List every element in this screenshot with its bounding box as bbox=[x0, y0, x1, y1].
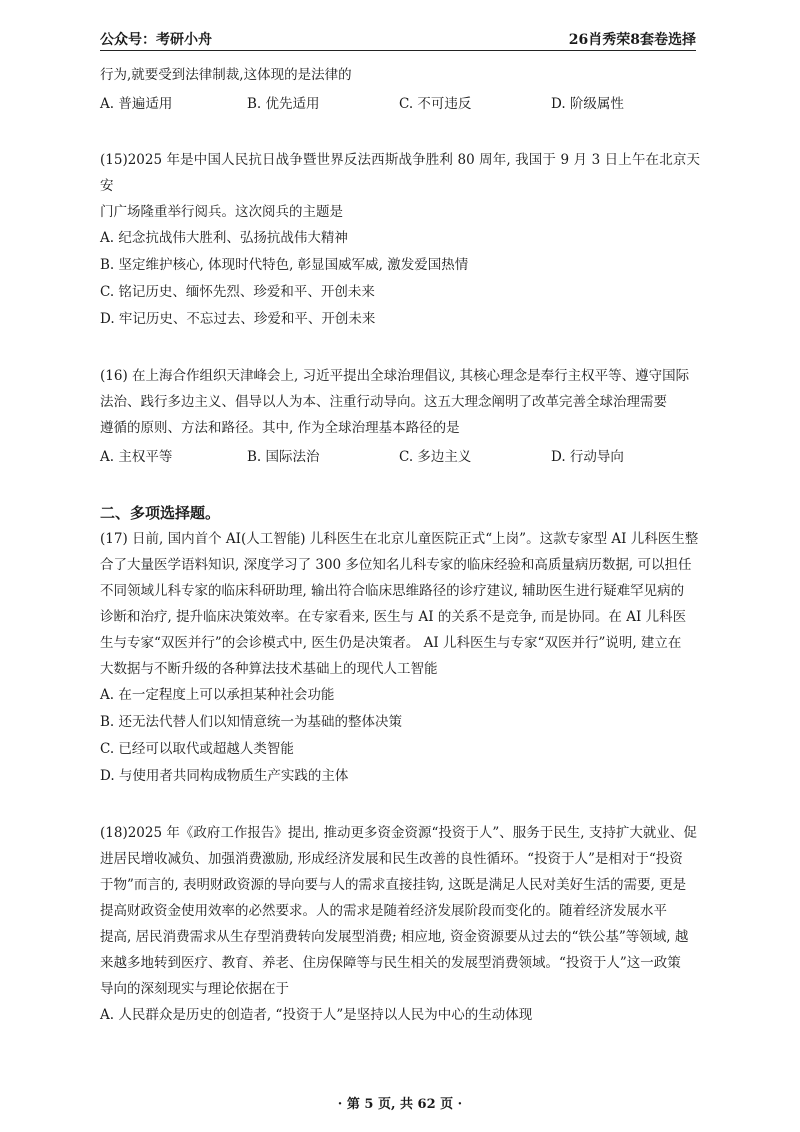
question-stem-line: 提高, 居民消费需求从生存型消费转向发展型消费; 相应地, 资金资源要从过去的“铁公基”等领域, 越 bbox=[100, 929, 689, 945]
question-stem-line: 遵循的原则、方法和路径。其中, 作为全球治理基本路径的是 bbox=[100, 420, 460, 436]
question-stem-line: 不同领域儿科专家的临床科研助理, 输出符合临床思维路径的诊疗建议, 辅助医生进行疑难罕见病的 bbox=[100, 583, 685, 599]
page-header bbox=[100, 28, 696, 51]
header-title: 26肖秀荣8套卷选择 bbox=[568, 32, 696, 48]
page-content bbox=[100, 62, 700, 1029]
question-stem-line: 合了大量医学语料知识, 深度学习了 300 多位知名儿科专家的临床经验和高质量病历数据, 可以担任 bbox=[100, 557, 692, 573]
question-16 bbox=[100, 363, 700, 470]
question-stem-line: (15)2025 年是中国人民抗日战争暨世界反法西斯战争胜利 80 周年, 我国于 9 月 3 日上午在北京天安 bbox=[100, 152, 700, 194]
option-b: B. 国际法治 bbox=[247, 449, 320, 465]
options-row bbox=[100, 91, 700, 117]
page-number: · 第 5 页, 共 62 页 · bbox=[337, 1097, 463, 1112]
question-stem-line: 法治、践行多边主义、倡导以人为本、注重行动导向。这五大理念阐明了改革完善全球治理需要 bbox=[100, 394, 667, 410]
section-title: 二、多项选择题。 bbox=[100, 504, 221, 522]
header-source: 公众号：考研小舟 bbox=[100, 32, 212, 48]
question-14 bbox=[100, 62, 700, 117]
options-row bbox=[100, 444, 700, 470]
question-stem-line: 提高财政资金使用效率的必然要求。人的需求是随着经济发展阶段而变化的。随着经济发展水平 bbox=[100, 903, 667, 919]
question-17 bbox=[100, 526, 700, 790]
question-stem: 行为,就要受到法律制裁,这体现的是法律的 bbox=[100, 67, 352, 83]
option-a: A. 纪念抗战伟大胜利、弘扬抗战伟大精神 bbox=[100, 230, 348, 246]
option-c: C. 已经可以取代或超越人类智能 bbox=[100, 741, 294, 757]
option-a: A. 主权平等 bbox=[100, 449, 173, 465]
question-stem-line: 门广场隆重举行阅兵。这次阅兵的主题是 bbox=[100, 204, 343, 220]
question-stem-line: 导向的深刻现实与理论依据在于 bbox=[100, 981, 289, 997]
question-stem-line: 大数据与不断升级的各种算法技术基础上的现代人工智能 bbox=[100, 661, 438, 677]
question-stem-line: 进居民增收减负、加强消费激励, 形成经济发展和民生改善的良性循环。“投资于人”是相对于“投资 bbox=[100, 851, 683, 867]
option-a: A. 普遍适用 bbox=[100, 96, 173, 112]
option-a: A. 在一定程度上可以承担某种社会功能 bbox=[100, 687, 335, 703]
option-c: C. 铭记历史、缅怀先烈、珍爱和平、开创未来 bbox=[100, 284, 375, 300]
question-stem-line: 来越多地转到医疗、教育、养老、住房保障等与民生相关的发展型消费领域。“投资于人”这一政策 bbox=[100, 955, 681, 971]
option-c: C. 不可违反 bbox=[399, 96, 472, 112]
option-a: A. 人民群众是历史的创造者, “投资于人”是坚持以人民为中心的生动体现 bbox=[100, 1007, 533, 1023]
option-b: B. 坚定维护核心, 体现时代特色, 彰显国威军威, 激发爱国热情 bbox=[100, 257, 469, 273]
option-d: D. 行动导向 bbox=[551, 449, 624, 465]
question-stem-line: (16) 在上海合作组织天津峰会上, 习近平提出全球治理倡议, 其核心理念是奉行主权平等、遵守国际 bbox=[100, 368, 690, 384]
option-d: D. 牢记历史、不忘过去、珍爱和平、开创未来 bbox=[100, 311, 376, 327]
question-15 bbox=[100, 147, 700, 333]
option-d: D. 阶级属性 bbox=[551, 96, 624, 112]
option-d: D. 与使用者共同构成物质生产实践的主体 bbox=[100, 768, 349, 784]
question-stem-line: (17) 日前, 国内首个 AI(人工智能) 儿科医生在北京儿童医院正式“上岗”。这款专家型 AI 儿科医生整 bbox=[100, 531, 699, 547]
question-18 bbox=[100, 820, 700, 1029]
option-c: C. 多边主义 bbox=[399, 449, 472, 465]
question-stem-line: 诊断和治疗, 提升临床决策效率。在专家看来, 医生与 AI 的关系不是竞争, 而是协同。在 AI 儿科医 bbox=[100, 609, 687, 625]
option-b: B. 还无法代替人们以知情意统一为基础的整体决策 bbox=[100, 714, 403, 730]
question-stem-line: 于物”而言的, 表明财政资源的导向要与人的需求直接挂钩, 这既是满足人民对美好生活的需要, 更是 bbox=[100, 877, 687, 893]
option-b: B. 优先适用 bbox=[247, 96, 320, 112]
question-stem-line: (18)2025 年《政府工作报告》提出, 推动更多资金资源“投资于人”、服务于民生, 支持扩大就业、促 bbox=[100, 825, 697, 841]
question-stem-line: 生与专家“双医并行”的会诊模式中, 医生仍是决策者。 AI 儿科医生与专家“双医并行”说明, 建立在 bbox=[100, 635, 682, 651]
